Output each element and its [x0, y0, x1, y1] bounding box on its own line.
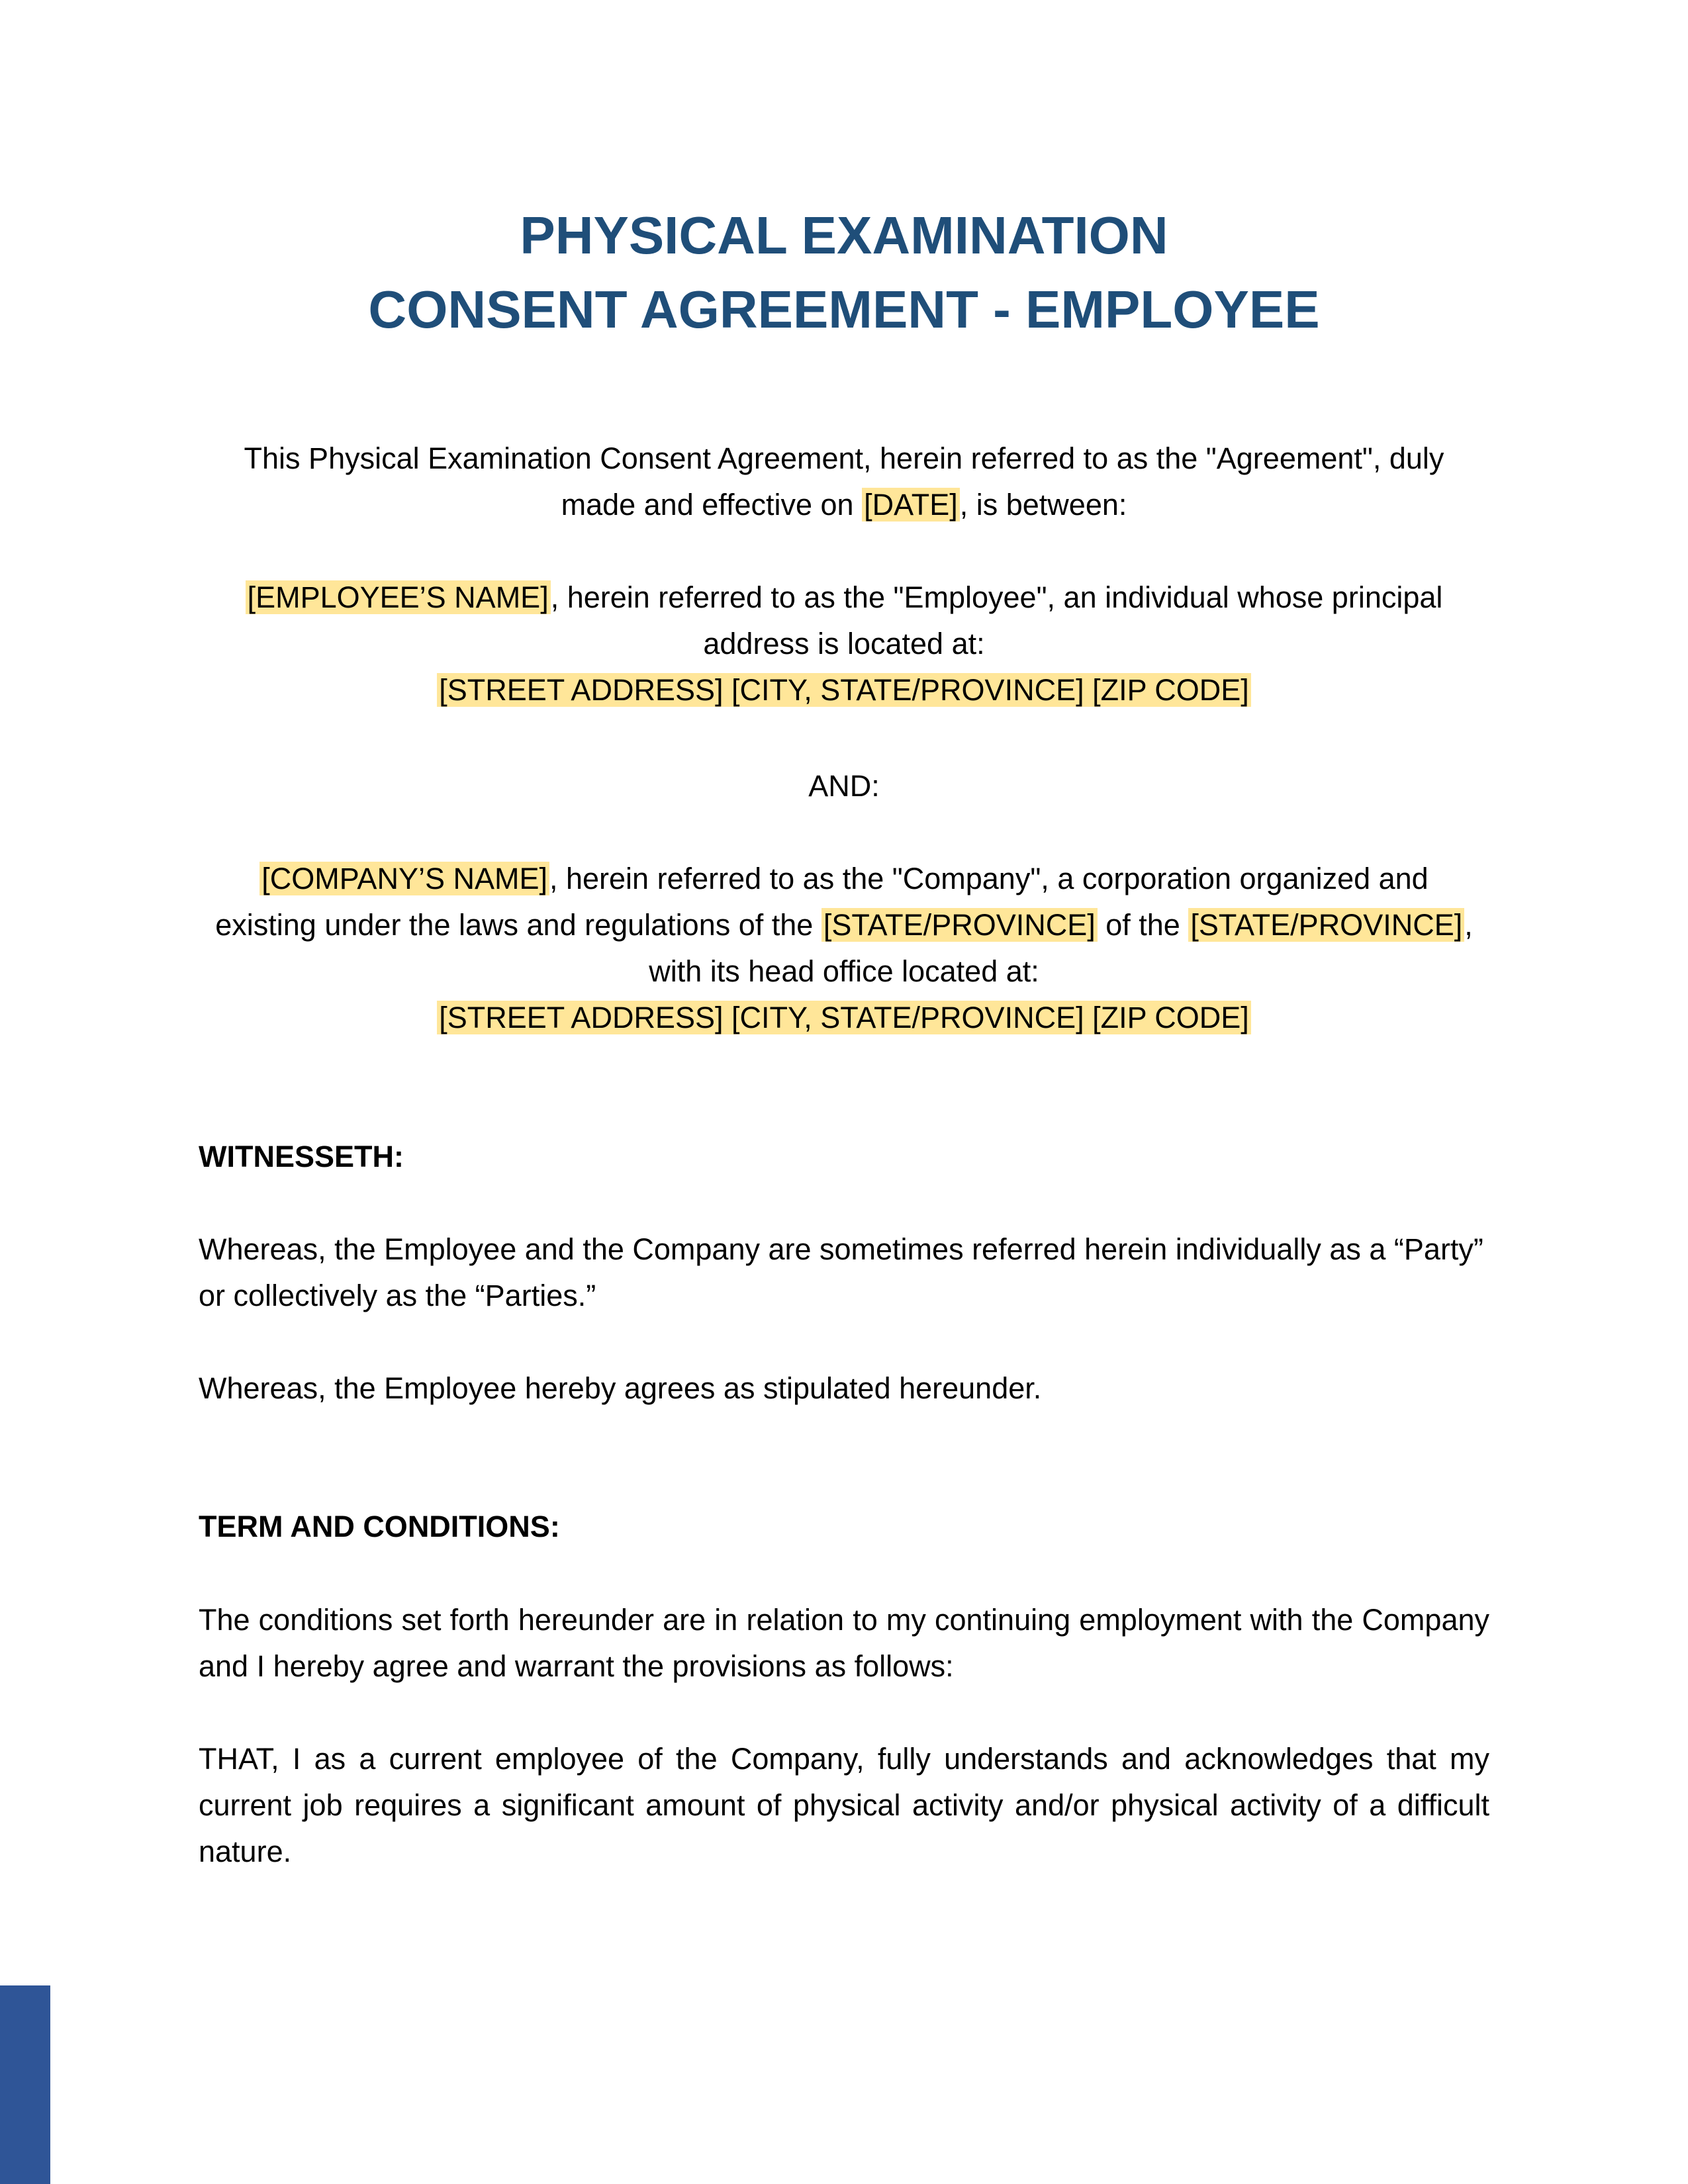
- employee-name-placeholder[interactable]: [EMPLOYEE’S NAME]: [246, 580, 551, 614]
- company-text-2: existing under the laws and regulations of the: [215, 908, 821, 942]
- accent-bar: [0, 1985, 50, 2184]
- company-line-1: [199, 856, 1489, 902]
- intro-line-1: This Physical Examination Consent Agreement, herein referred to as the "Agreement", duly: [244, 441, 1444, 475]
- title-line-1: PHYSICAL EXAMINATION: [520, 206, 1168, 265]
- terms-paragraph-2: THAT, I as a current employee of the Company, fully understands and acknowledges that my current job requires a significant amount of physical activity and/or physical activity of a difficult nature.: [199, 1742, 1489, 1868]
- company-text-3: of the: [1097, 908, 1189, 942]
- intro-text: made and effective on: [561, 488, 863, 522]
- employee-line-1: [199, 574, 1489, 621]
- date-placeholder[interactable]: [DATE]: [862, 488, 960, 522]
- company-text: , herein referred to as the "Company", a corporation organized and: [549, 862, 1429, 895]
- company-paragraph: [199, 856, 1489, 1041]
- company-text-4: ,: [1464, 908, 1473, 942]
- whereas-paragraph-1: Whereas, the Employee and the Company are sometimes referred herein individually as a “Party” or collectively as the “Parties.”: [199, 1232, 1483, 1312]
- title-line-2: CONSENT AGREEMENT - EMPLOYEE: [368, 280, 1320, 339]
- company-address-placeholder[interactable]: [STREET ADDRESS] [CITY, STATE/PROVINCE] [ZIP CODE]: [437, 1001, 1251, 1034]
- terms-paragraph-1: The conditions set forth hereunder are in relation to my continuing employment with the Company and I hereby agree and warrant the provisions as follows:: [199, 1603, 1489, 1683]
- employee-line-3: [199, 667, 1489, 713]
- company-line-2: [199, 902, 1489, 948]
- document-title: [0, 199, 1688, 347]
- witnesseth-heading: WITNESSETH:: [199, 1140, 404, 1173]
- state-placeholder-2[interactable]: [STATE/PROVINCE]: [1188, 908, 1464, 942]
- employee-text: , herein referred to as the "Employee", an individual whose principal: [550, 580, 1443, 614]
- company-name-placeholder[interactable]: [COMPANY’S NAME]: [259, 862, 549, 895]
- company-line-4: [199, 995, 1489, 1041]
- employee-paragraph: [199, 574, 1489, 713]
- intro-paragraph: [199, 435, 1489, 528]
- intro-text-end: , is between:: [959, 488, 1127, 522]
- whereas-paragraph-2: Whereas, the Employee hereby agrees as stipulated hereunder.: [199, 1371, 1042, 1405]
- company-line-3: with its head office located at:: [649, 954, 1039, 988]
- and-separator: AND:: [808, 769, 880, 803]
- intro-line-2: [199, 482, 1489, 528]
- employee-line-2: address is located at:: [703, 627, 985, 660]
- employee-address-placeholder[interactable]: [STREET ADDRESS] [CITY, STATE/PROVINCE] [ZIP CODE]: [437, 673, 1251, 707]
- terms-heading: TERM AND CONDITIONS:: [199, 1510, 560, 1543]
- state-placeholder-1[interactable]: [STATE/PROVINCE]: [821, 908, 1098, 942]
